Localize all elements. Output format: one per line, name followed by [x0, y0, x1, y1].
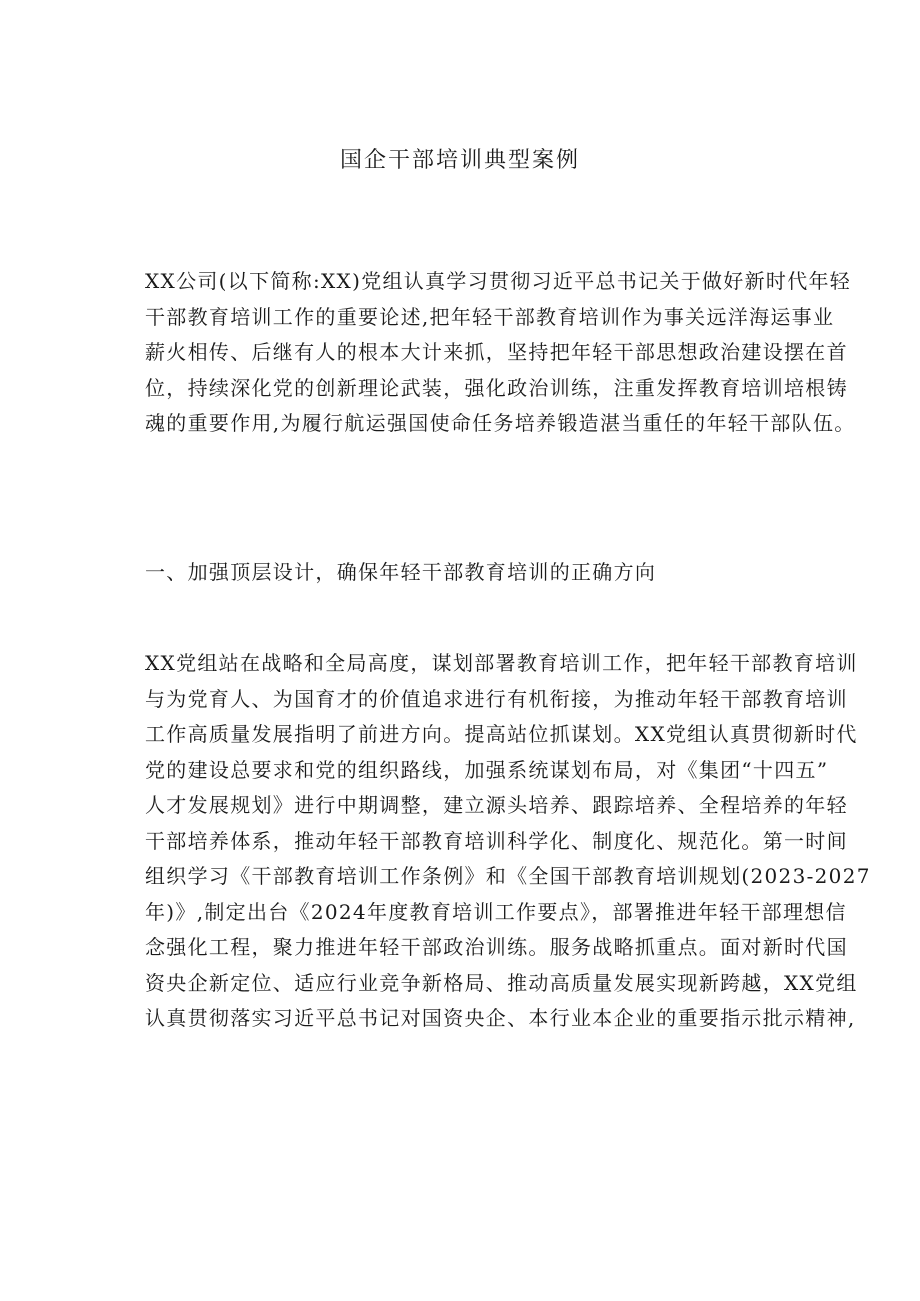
paragraph-line: 人才发展规划》进行中期调整，建立源头培养、跟踪培养、全程培养的年轻: [145, 793, 848, 817]
paragraph-line: 干部培养体系，推动年轻干部教育培训科学化、制度化、规范化。第一时间: [145, 828, 848, 853]
paragraph-line: 魂的重要作用,为履行航运强国使命任务培养锻造湛当重任的年轻干部队伍。: [145, 411, 856, 435]
paragraph-line: 位，持续深化党的创新理论武装，强化政治训练，注重发挥教育培训培根铸: [145, 375, 848, 400]
paragraph-line: 与为党育人、为国育才的价值追求进行有机衔接，为推动年轻干部教育培训: [145, 686, 848, 711]
document-title: 国企干部培训典型案例: [339, 148, 580, 173]
paragraph-line: 薪火相传、后继有人的根本大计来抓，坚持把年轻干部思想政治建设摆在首: [145, 340, 848, 364]
paragraph-line: 组织学习《干部教育培训工作条例》和《全国干部教育培训规划(2023-2027: [145, 864, 871, 888]
paragraph-line: 念强化工程，聚力推进年轻干部政治训练。服务战略抓重点。面对新时代国: [145, 935, 848, 959]
paragraph-line: XX党组站在战略和全局高度，谋划部署教育培训工作，把年轻干部教育培训: [145, 651, 858, 675]
paragraph-line: 党的建设总要求和党的组织路线，加强系统谋划布局，对《集团“十四五”: [145, 757, 829, 782]
paragraph-line: 干部教育培训工作的重要论述,把年轻干部教育培训作为事关远洋海运事业: [145, 304, 835, 329]
paragraph-line: 工作高质量发展指明了前进方向。提高站位抓谋划。XX党组认真贯彻新时代: [145, 722, 858, 746]
paragraph-line: 年)》,制定出台《2024年度教育培训工作要点》，部署推进年轻干部理想信: [145, 899, 847, 924]
section-paragraph: [145, 646, 871, 1037]
paragraph-line: XX公司(以下简称:XX)党组认真学习贯彻习近平总书记关于做好新时代年轻: [145, 269, 852, 293]
paragraph-line: 资央企新定位、适应行业竞争新格局、推动高质量发展实现新跨越，XX党组: [145, 970, 858, 995]
intro-paragraph: [145, 264, 856, 442]
section-heading: 一、加强顶层设计，确保年轻干部教育培训的正确方向: [145, 560, 657, 584]
paragraph-line: 认真贯彻落实习近平总书记对国资央企、本行业本企业的重要指示批示精神,: [145, 1006, 856, 1030]
